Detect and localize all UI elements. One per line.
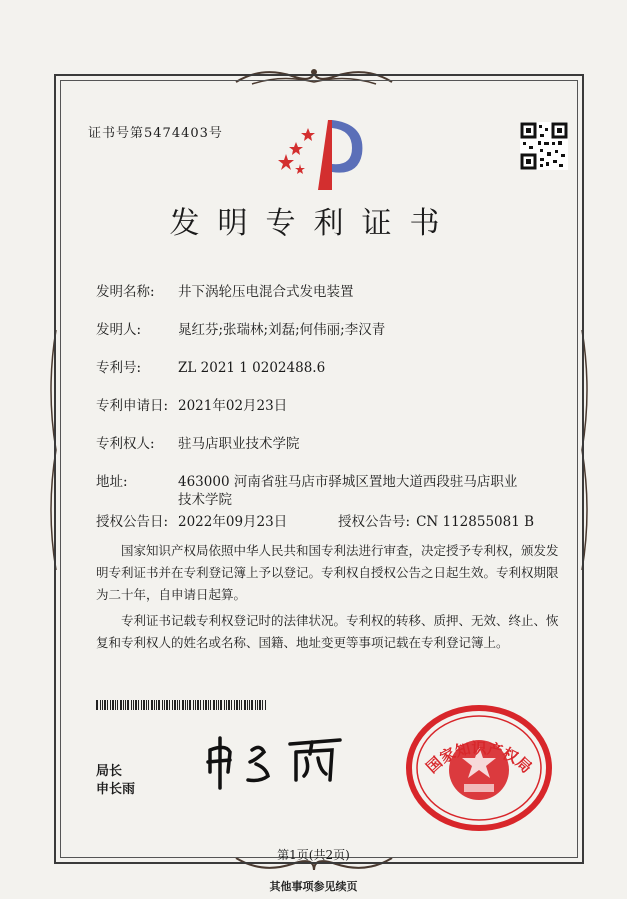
filing-date-row: [96, 394, 287, 414]
address-label: 地址:: [96, 474, 128, 490]
patentee-label: 专利权人:: [96, 436, 155, 452]
inventors-label: 发明人:: [96, 322, 142, 338]
inventors-row: [96, 318, 385, 338]
seal-text: 国家知识产权局: [422, 739, 536, 777]
director-title: 局长: [96, 764, 123, 779]
footer-note: 其他事项参见续页: [269, 880, 358, 893]
filing-date-value: 2021年02月23日: [178, 398, 288, 414]
certificate-number: 证书号第5474403号: [88, 126, 223, 141]
grant-number-label: 授权公告号:: [338, 514, 411, 530]
address-value-line1: 463000 河南省驻马店市驿城区置地大道西段驻马店职业: [178, 474, 518, 490]
grant-date-value: 2022年09月23日: [178, 514, 288, 530]
inventors-value: 晁红芬;张瑞林;刘磊;何伟丽;李汉青: [178, 322, 386, 338]
filing-date-label: 专利申请日:: [96, 398, 169, 414]
director-name: 申长雨: [96, 782, 136, 797]
patent-number-label: 专利号:: [96, 360, 142, 376]
patent-number-value: ZL 2021 1 0202488.6: [178, 360, 326, 376]
cnipa-logo-icon: [276, 114, 366, 194]
invention-name-label: 发明名称:: [96, 284, 155, 300]
grant-statement: 国家知识产权局依照中华人民共和国专利法进行审查，决定授予专利权，颁发发明专利证书并在专利登记簿上予以登记。专利权自授权公告之日起生效。专利权期限为二十年，自申请日起算。: [96, 543, 559, 602]
barcode: [96, 700, 268, 710]
grant-number-row: [338, 510, 534, 530]
patentee-row: [96, 432, 300, 452]
invention-name-row: [96, 280, 354, 300]
address-row: [96, 470, 517, 490]
patent-number-row: [96, 356, 325, 376]
grant-date-row: [96, 510, 287, 530]
address-line2-row: [178, 488, 232, 508]
legal-status-statement: 专利证书记载专利权登记时的法律状况。专利权的转移、质押、无效、终止、恢复和专利权人的姓名或名称、国籍、地址变更等事项记载在专利登记簿上。: [96, 613, 559, 650]
invention-name-value: 井下涡轮压电混合式发电装置: [178, 284, 354, 300]
page-number: 第1页(共2页): [277, 848, 350, 862]
grant-number-value: CN 112855081 B: [416, 514, 535, 530]
director-signature: [200, 730, 350, 790]
patentee-value: 驻马店职业技术学院: [178, 436, 300, 452]
grant-date-label: 授权公告日:: [96, 514, 169, 530]
certificate-title: 发明专利证书: [169, 206, 458, 241]
qr-code: [520, 122, 568, 170]
official-seal: [404, 704, 554, 832]
address-value-line2: 技术学院: [178, 492, 232, 508]
